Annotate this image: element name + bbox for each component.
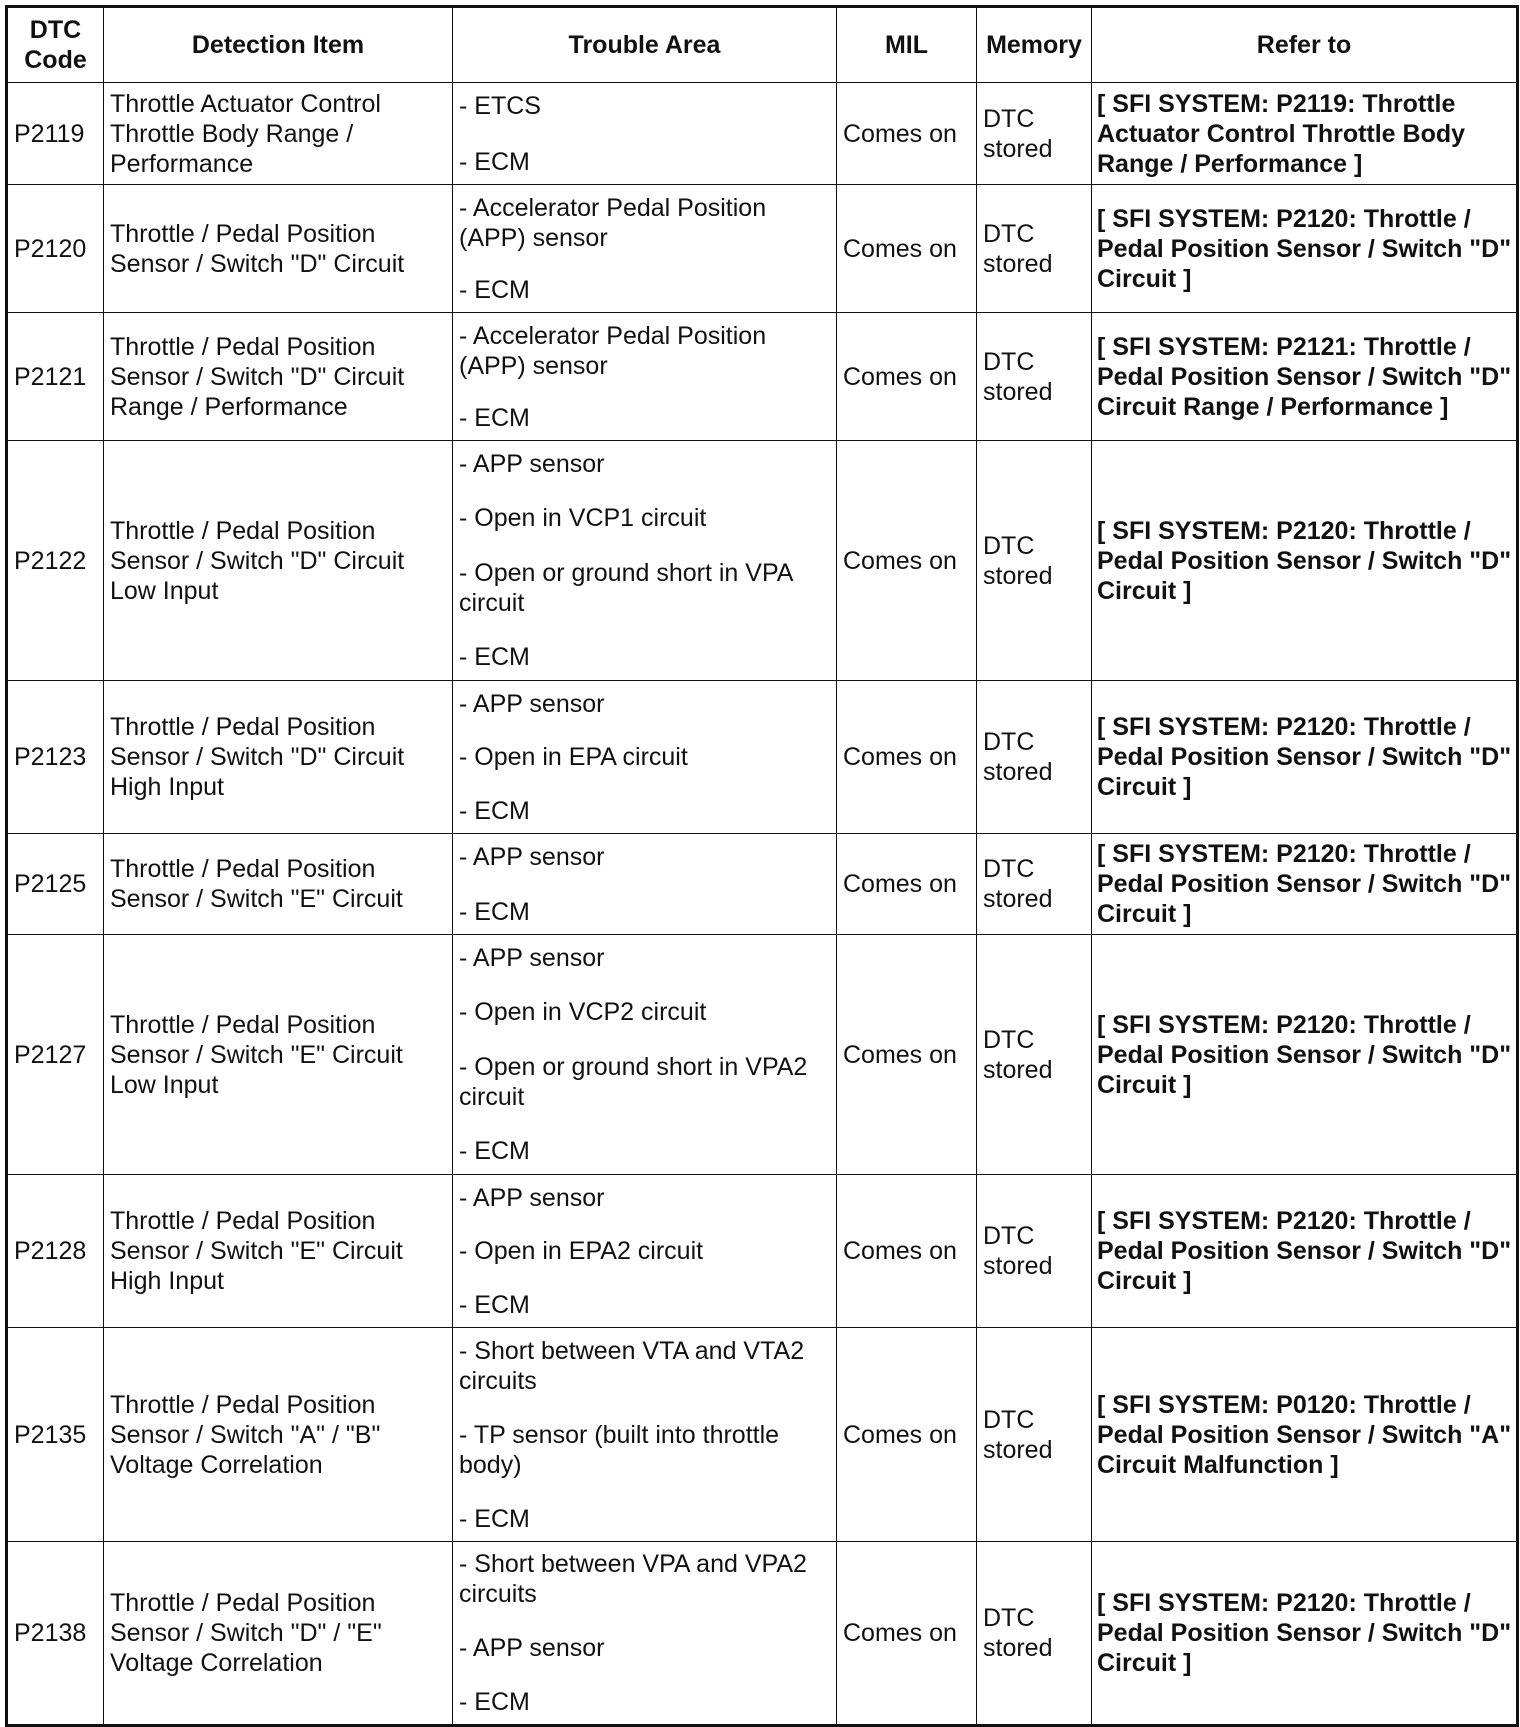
header-dtc-code-line2: Code [24, 46, 87, 74]
dtc-code-cell: P2120 [7, 185, 104, 313]
trouble-area-item: - ECM [459, 1504, 530, 1533]
trouble-area-item: - ECM [459, 643, 530, 672]
detection-item-cell: Throttle / Pedal Position Sensor / Switch "E" Circuit [104, 834, 453, 935]
trouble-area-cell [453, 935, 837, 1175]
trouble-area-cell [453, 83, 837, 185]
detection-item-cell: Throttle / Pedal Position Sensor / Switch "D" Circuit [104, 185, 453, 313]
trouble-area-item: - ECM [459, 1290, 530, 1319]
header-mil: MIL [837, 7, 977, 83]
trouble-area-list [459, 689, 832, 826]
table-row [7, 441, 1518, 681]
table-body [7, 83, 1518, 1726]
trouble-area-item: - Open in VCP1 circuit [459, 504, 707, 533]
refer-to-cell: [ SFI SYSTEM: P2120: Throttle / Pedal Position Sensor / Switch "D" Circuit ] [1092, 1542, 1518, 1726]
trouble-area-cell [453, 1328, 837, 1542]
header-dtc-code [7, 7, 104, 83]
trouble-area-cell [453, 1175, 837, 1328]
trouble-area-item: - APP sensor [459, 689, 605, 718]
dtc-code-cell: P2123 [7, 681, 104, 834]
table-row [7, 83, 1518, 185]
detection-item-cell: Throttle / Pedal Position Sensor / Switch "A" / "B" Voltage Correlation [104, 1328, 453, 1542]
trouble-area-item: - Open in EPA circuit [459, 743, 688, 771]
trouble-area-item: - Accelerator Pedal Position (APP) sensor [459, 321, 767, 380]
trouble-area-item: - ECM [459, 1137, 530, 1166]
memory-cell: DTC stored [977, 313, 1092, 441]
trouble-area-list [459, 1549, 832, 1717]
trouble-area-list [459, 91, 832, 177]
memory-cell: DTC stored [977, 1328, 1092, 1542]
refer-to-cell: [ SFI SYSTEM: P0120: Throttle / Pedal Position Sensor / Switch "A" Circuit Malfunction ] [1092, 1328, 1518, 1542]
header-trouble-area: Trouble Area [453, 7, 837, 83]
trouble-area-item: - ECM [459, 796, 530, 825]
trouble-area-item: - Open in EPA2 circuit [459, 1237, 704, 1265]
trouble-area-item: - Short between VPA and VPA2 circuits [459, 1550, 807, 1608]
trouble-area-item: - TP sensor (built into throttle body) [459, 1420, 780, 1479]
detection-item-cell: Throttle / Pedal Position Sensor / Switch "D" Circuit High Input [104, 681, 453, 834]
mil-cell: Comes on [837, 313, 977, 441]
dtc-code-cell: P2135 [7, 1328, 104, 1542]
trouble-area-item: - Short between VTA and VTA2 circuits [459, 1336, 805, 1395]
table-row [7, 1175, 1518, 1328]
detection-item-cell: Throttle / Pedal Position Sensor / Switch "E" Circuit High Input [104, 1175, 453, 1328]
table-row [7, 681, 1518, 834]
refer-to-cell: [ SFI SYSTEM: P2120: Throttle / Pedal Position Sensor / Switch "D" Circuit ] [1092, 834, 1518, 935]
detection-item-cell: Throttle / Pedal Position Sensor / Switch "D" Circuit Range / Performance [104, 313, 453, 441]
trouble-area-item: - Open or ground short in VPA circuit [459, 558, 793, 617]
dtc-code-cell: P2128 [7, 1175, 104, 1328]
trouble-area-item: - Open or ground short in VPA2 circuit [459, 1052, 808, 1111]
table-row [7, 185, 1518, 313]
mil-cell: Comes on [837, 834, 977, 935]
dtc-code-cell: P2127 [7, 935, 104, 1175]
trouble-area-cell [453, 834, 837, 935]
trouble-area-list [459, 1336, 832, 1534]
trouble-area-item: - APP sensor [459, 449, 605, 478]
trouble-area-item: - ECM [459, 403, 530, 432]
trouble-area-cell [453, 441, 837, 681]
trouble-area-cell [453, 1542, 837, 1726]
trouble-area-list [459, 193, 832, 305]
refer-to-cell: [ SFI SYSTEM: P2121: Throttle / Pedal Position Sensor / Switch "D" Circuit Range / Performance ] [1092, 313, 1518, 441]
mil-cell: Comes on [837, 1175, 977, 1328]
mil-cell: Comes on [837, 441, 977, 681]
memory-cell: DTC stored [977, 935, 1092, 1175]
refer-to-cell: [ SFI SYSTEM: P2120: Throttle / Pedal Position Sensor / Switch "D" Circuit ] [1092, 185, 1518, 313]
trouble-area-item: - APP sensor [459, 1634, 605, 1662]
trouble-area-item: - ETCS [459, 91, 541, 120]
header-dtc-code-line1: DTC [29, 16, 82, 44]
dtc-code-cell: P2138 [7, 1542, 104, 1726]
trouble-area-item: - APP sensor [459, 1183, 605, 1212]
table-row [7, 1542, 1518, 1726]
trouble-area-list [459, 842, 832, 927]
mil-cell: Comes on [837, 1542, 977, 1726]
trouble-area-item: - ECM [459, 147, 530, 176]
refer-to-cell: [ SFI SYSTEM: P2120: Throttle / Pedal Position Sensor / Switch "D" Circuit ] [1092, 1175, 1518, 1328]
memory-cell: DTC stored [977, 834, 1092, 935]
trouble-area-item: - ECM [459, 275, 530, 304]
detection-item-cell: Throttle / Pedal Position Sensor / Switch "D" Circuit Low Input [104, 441, 453, 681]
table-row [7, 1328, 1518, 1542]
detection-item-cell: Throttle / Pedal Position Sensor / Switch "D" / "E" Voltage Correlation [104, 1542, 453, 1726]
header-row [7, 7, 1518, 83]
memory-cell: DTC stored [977, 1175, 1092, 1328]
memory-cell: DTC stored [977, 681, 1092, 834]
dtc-code-cell: P2122 [7, 441, 104, 681]
mil-cell: Comes on [837, 935, 977, 1175]
trouble-area-item: - Open in VCP2 circuit [459, 998, 707, 1027]
trouble-area-item: - APP sensor [459, 943, 605, 972]
mil-cell: Comes on [837, 681, 977, 834]
header-memory: Memory [977, 7, 1092, 83]
dtc-table [5, 5, 1519, 1727]
trouble-area-item: - APP sensor [459, 842, 605, 871]
refer-to-cell: [ SFI SYSTEM: P2120: Throttle / Pedal Position Sensor / Switch "D" Circuit ] [1092, 441, 1518, 681]
trouble-area-cell [453, 681, 837, 834]
detection-item-cell: Throttle / Pedal Position Sensor / Switch "E" Circuit Low Input [104, 935, 453, 1175]
refer-to-cell: [ SFI SYSTEM: P2120: Throttle / Pedal Position Sensor / Switch "D" Circuit ] [1092, 681, 1518, 834]
mil-cell: Comes on [837, 185, 977, 313]
table-row [7, 935, 1518, 1175]
header-refer-to: Refer to [1092, 7, 1518, 83]
trouble-area-list [459, 943, 832, 1167]
trouble-area-list [459, 1183, 832, 1320]
trouble-area-item: - Accelerator Pedal Position (APP) sensor [459, 193, 767, 252]
trouble-area-list [459, 449, 832, 673]
memory-cell: DTC stored [977, 1542, 1092, 1726]
dtc-code-cell: P2121 [7, 313, 104, 441]
table-row [7, 834, 1518, 935]
memory-cell: DTC stored [977, 441, 1092, 681]
memory-cell: DTC stored [977, 83, 1092, 185]
mil-cell: Comes on [837, 83, 977, 185]
trouble-area-list [459, 321, 832, 433]
detection-item-cell: Throttle Actuator Control Throttle Body Range / Performance [104, 83, 453, 185]
memory-cell: DTC stored [977, 185, 1092, 313]
dtc-code-cell: P2125 [7, 834, 104, 935]
table-row [7, 313, 1518, 441]
trouble-area-cell [453, 185, 837, 313]
header-detection-item: Detection Item [104, 7, 453, 83]
mil-cell: Comes on [837, 1328, 977, 1542]
dtc-code-cell: P2119 [7, 83, 104, 185]
refer-to-cell: [ SFI SYSTEM: P2119: Throttle Actuator Control Throttle Body Range / Performance ] [1092, 83, 1518, 185]
trouble-area-item: - ECM [459, 1688, 530, 1716]
refer-to-cell: [ SFI SYSTEM: P2120: Throttle / Pedal Position Sensor / Switch "D" Circuit ] [1092, 935, 1518, 1175]
trouble-area-item: - ECM [459, 897, 530, 926]
trouble-area-cell [453, 313, 837, 441]
